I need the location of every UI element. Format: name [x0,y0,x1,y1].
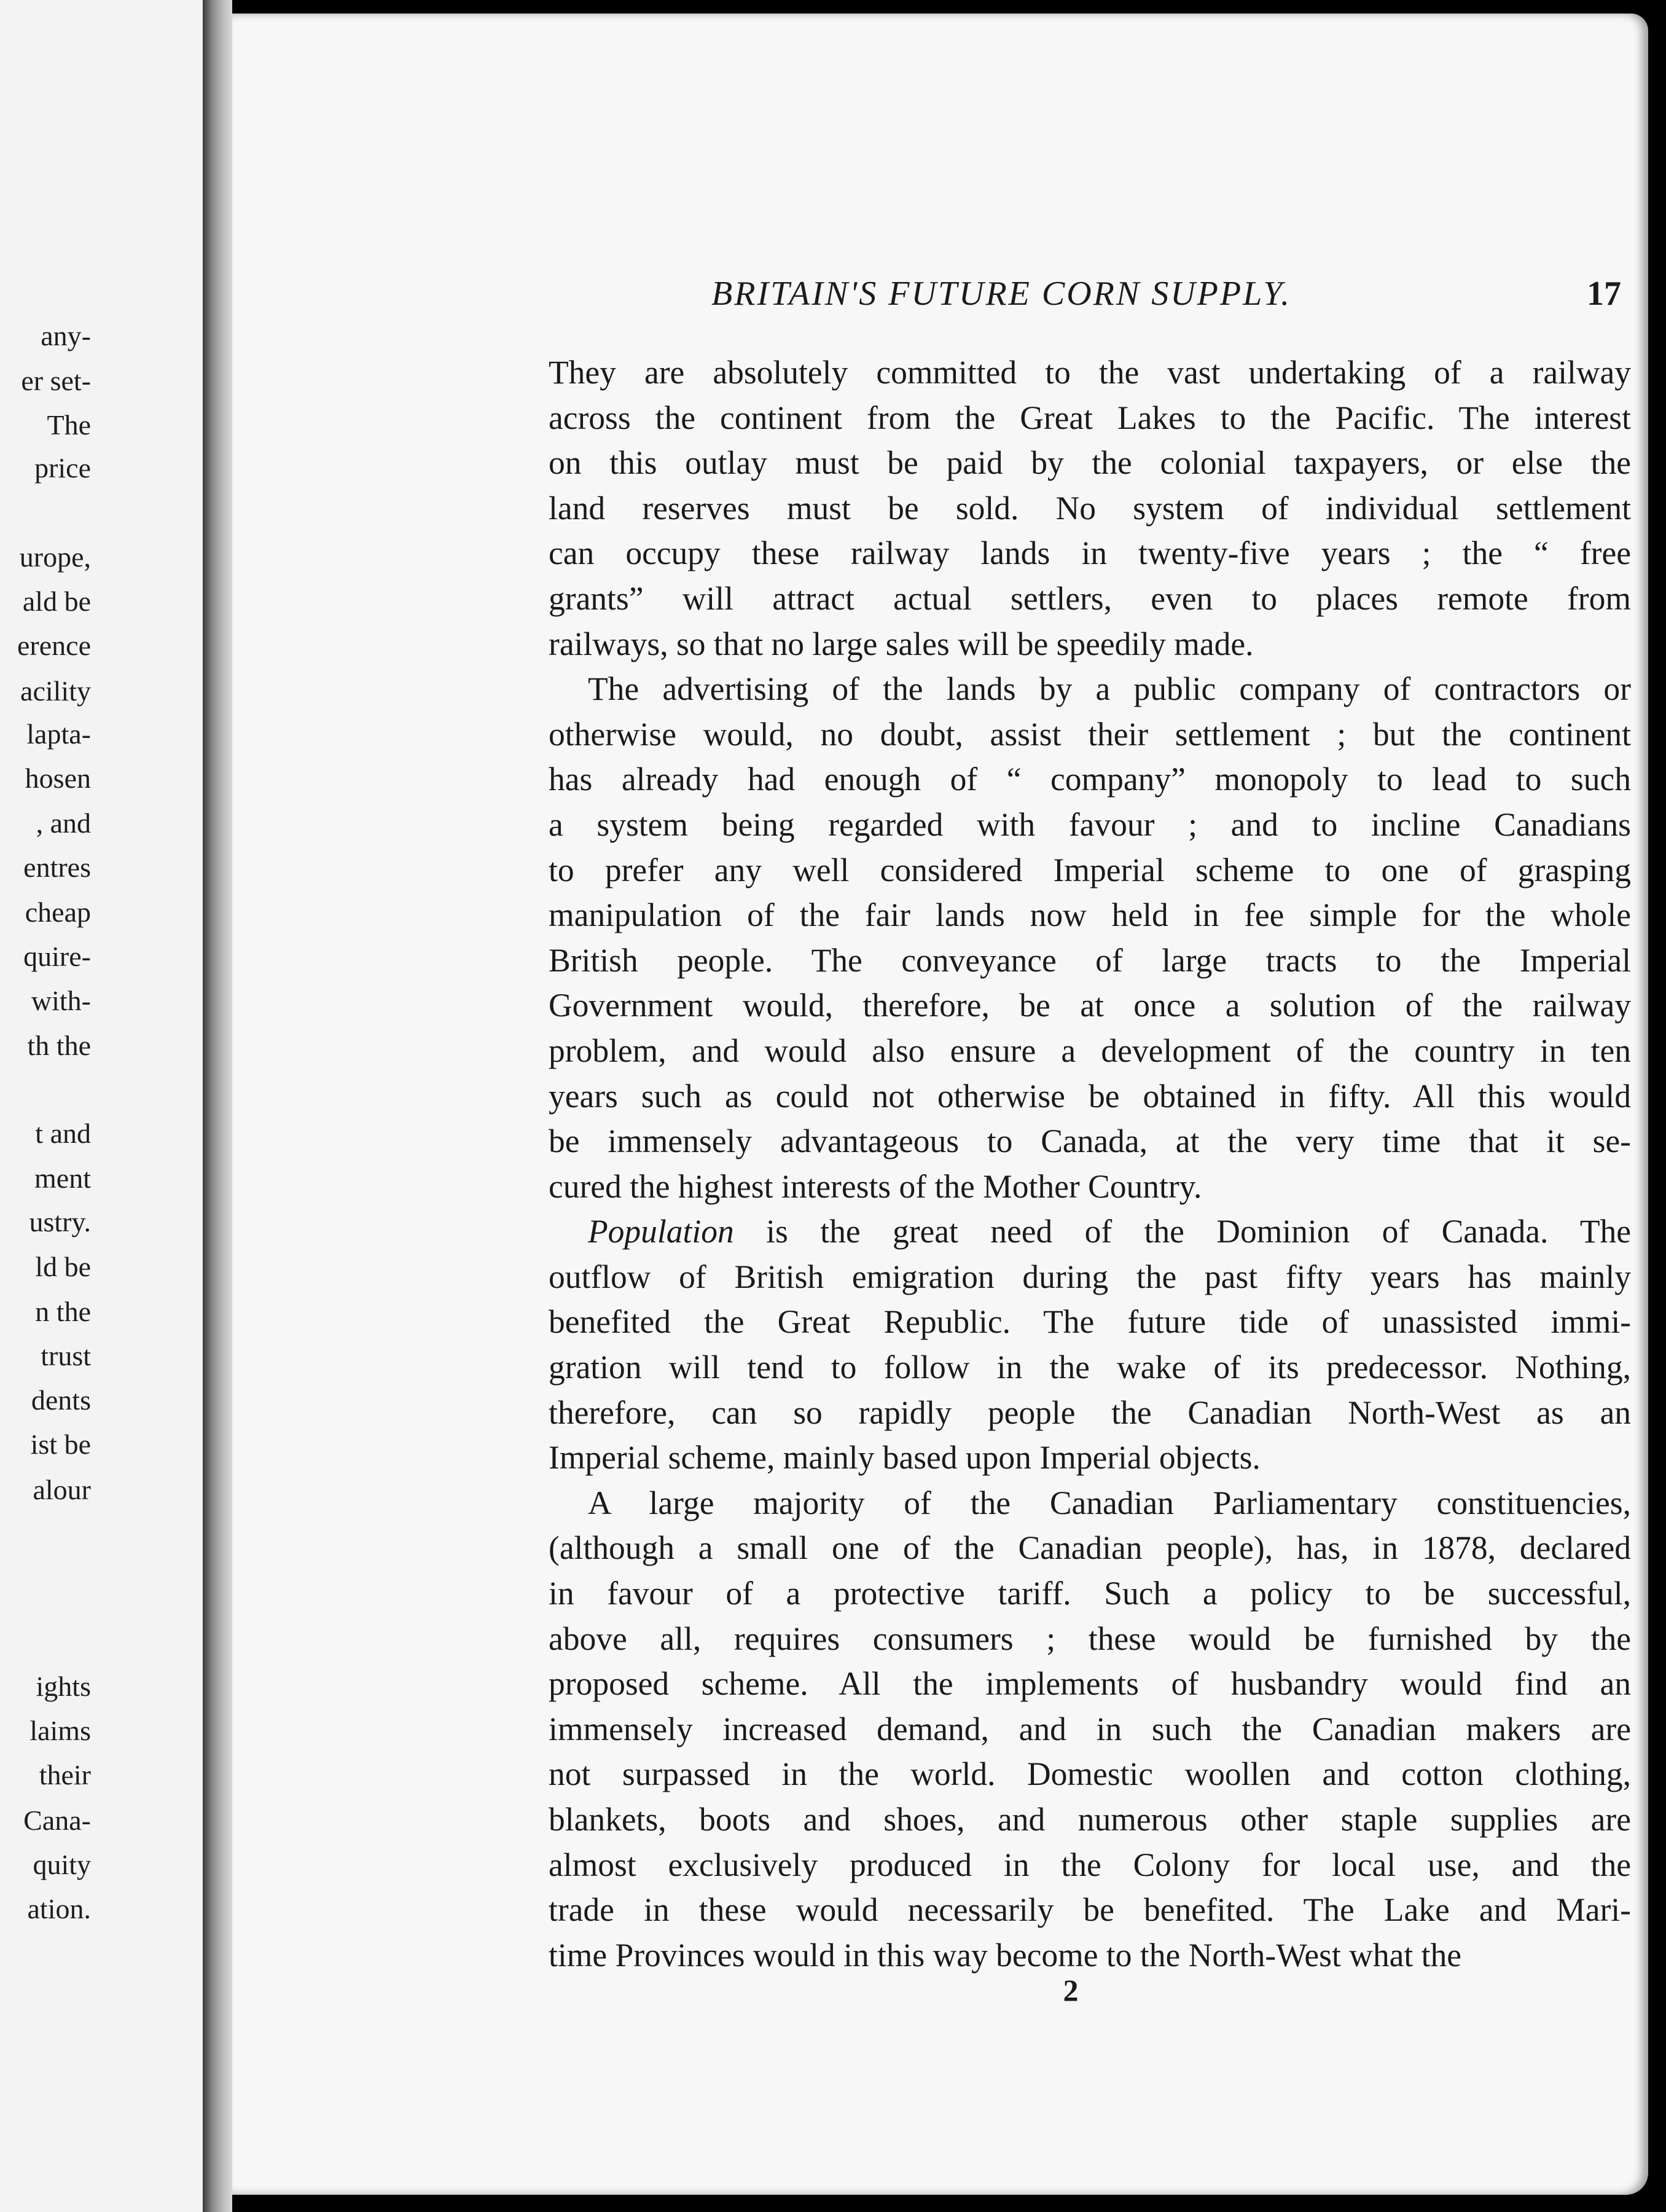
text-line [549,1209,1631,1255]
left-page-fragment: quity [33,1849,91,1880]
text-line: problem, and would also ensure a development of the country in ten [549,1032,1631,1069]
left-page-fragment: cheap [25,896,91,928]
body-text [549,350,1631,1978]
text-line: years such as could not otherwise be obtained in fifty. All this would [549,1077,1631,1115]
paragraph [549,667,1631,1209]
left-page-fragment: ist be [30,1429,91,1460]
text-line: British people. The conveyance of large tracts to the Imperial [549,941,1631,979]
text-line: (although a small one of the Canadian people), has, in 1878, declared [549,1529,1631,1567]
left-page-fragment: acility [20,675,91,707]
left-page-fragment: ustry. [29,1206,91,1237]
text-line: trade in these would necessarily be benefited. The Lake and Mari- [549,1891,1631,1929]
text-line: They are absolutely committed to the vast undertaking of a railway [549,354,1631,391]
text-line: blankets, boots and shoes, and numerous other staple supplies are [549,1801,1631,1838]
text-line: land reserves must be sold. No system of individual settlement [549,489,1631,527]
text-line: a system being regarded with favour ; and to incline Canadians [549,806,1631,843]
paragraph [549,1209,1631,1481]
text-line: grants” will attract actual settlers, even to places remote from [549,579,1631,617]
text-line: not surpassed in the world. Domestic woollen and cotton clothing, [549,1755,1631,1793]
left-page-fragment: hosen [25,763,91,794]
text-line: on this outlay must be paid by the colonial taxpayers, or else the [549,444,1631,482]
left-page-fragment: Cana- [23,1805,91,1836]
left-page-fragment: ights [36,1671,91,1702]
left-page-fragment: alour [33,1474,91,1505]
text-line: manipulation of the fair lands now held in fee simple for the whole [549,896,1631,934]
text-line: to prefer any well considered Imperial scheme to one of grasping [549,851,1631,888]
left-page-fragment: their [39,1759,91,1790]
text-line: almost exclusively produced in the Colony for local use, and the [549,1846,1631,1883]
text-line: can occupy these railway lands in twenty-five years ; the “ free [549,535,1631,572]
left-page-fragment: er set- [21,365,91,396]
text-line: time Provinces would in this way become to the North-West what the [549,1936,1461,1974]
left-page-fragment: price [34,452,91,484]
text-line: has already had enough of “ company” monopoly to lead to such [549,761,1631,798]
left-page-fragment: laims [29,1715,91,1746]
text-line: Government would, therefore, be at once a solution of the railway [549,987,1631,1024]
line-text: is the great need of the Dominion of Canada. The [733,1213,1631,1250]
text-line: in favour of a protective tariff. Such a policy to be successful, [549,1575,1631,1612]
text-line: above all, requires consumers ; these would be furnished by the [549,1620,1631,1657]
left-page-fragment: erence [17,630,91,661]
left-page-fragment: any- [41,320,91,351]
text-line: otherwise would, no doubt, assist their settlement ; but the continent [549,715,1631,753]
left-page-fragment: The [47,409,91,441]
running-title: BRITAIN'S FUTURE CORN SUPPLY. [711,275,1292,313]
text-line: immensely increased demand, and in such the Canadian makers are [549,1710,1631,1747]
signature-mark: 2 [1063,1973,1079,2007]
previous-page-fragment [0,0,203,2212]
left-page-fragment: t and [35,1118,91,1149]
left-page-fragment: dents [31,1384,91,1416]
text-line: be immensely advantageous to Canada, at the very time that it se- [549,1123,1631,1160]
left-page-fragment: entres [23,852,91,883]
text-line: The advertising of the lands by a public company of contractors or [588,670,1631,708]
text-line: across the continent from the Great Lakes to the Pacific. The interest [549,399,1631,436]
text-line: therefore, can so rapidly people the Canadian North-West as an [549,1394,1631,1431]
paragraph [549,350,1631,667]
text-line: cured the highest interests of the Mother Country. [549,1167,1202,1205]
text-line: benefited the Great Republic. The future tide of unassisted immi- [549,1303,1631,1341]
left-page-fragment: ation. [27,1893,91,1924]
left-page-fragment: quire- [23,941,91,972]
text-line: Imperial scheme, mainly based upon Imperial objects. [549,1439,1261,1477]
left-page-fragment: lapta- [26,718,91,750]
left-page-fragment: ald be [22,586,91,617]
book-gutter [203,0,232,2212]
left-page-fragment: trust [41,1340,91,1371]
paragraph [549,1481,1631,1979]
left-page-fragment: ment [34,1163,91,1194]
book-page [232,14,1648,2195]
left-page-fragment: , and [36,807,91,839]
left-page-fragment: th the [27,1030,91,1061]
text-line: railways, so that no large sales will be speedily made. [549,625,1254,662]
left-page-fragment: n the [35,1296,91,1327]
left-page-fragment: with- [31,985,91,1016]
text-line: outflow of British emigration during the past fifty years has mainly [549,1258,1631,1295]
left-page-fragment: urope, [19,541,91,573]
text-line: A large majority of the Canadian Parliamentary constituencies, [588,1484,1631,1521]
italic-lead-word: Population [588,1213,734,1250]
text-line: proposed scheme. All the implements of husbandry would find an [549,1665,1631,1703]
text-line: gration will tend to follow in the wake of its predecessor. Nothing, [549,1349,1631,1386]
page-number: 17 [1587,275,1621,313]
left-page-fragment: ld be [35,1251,91,1282]
